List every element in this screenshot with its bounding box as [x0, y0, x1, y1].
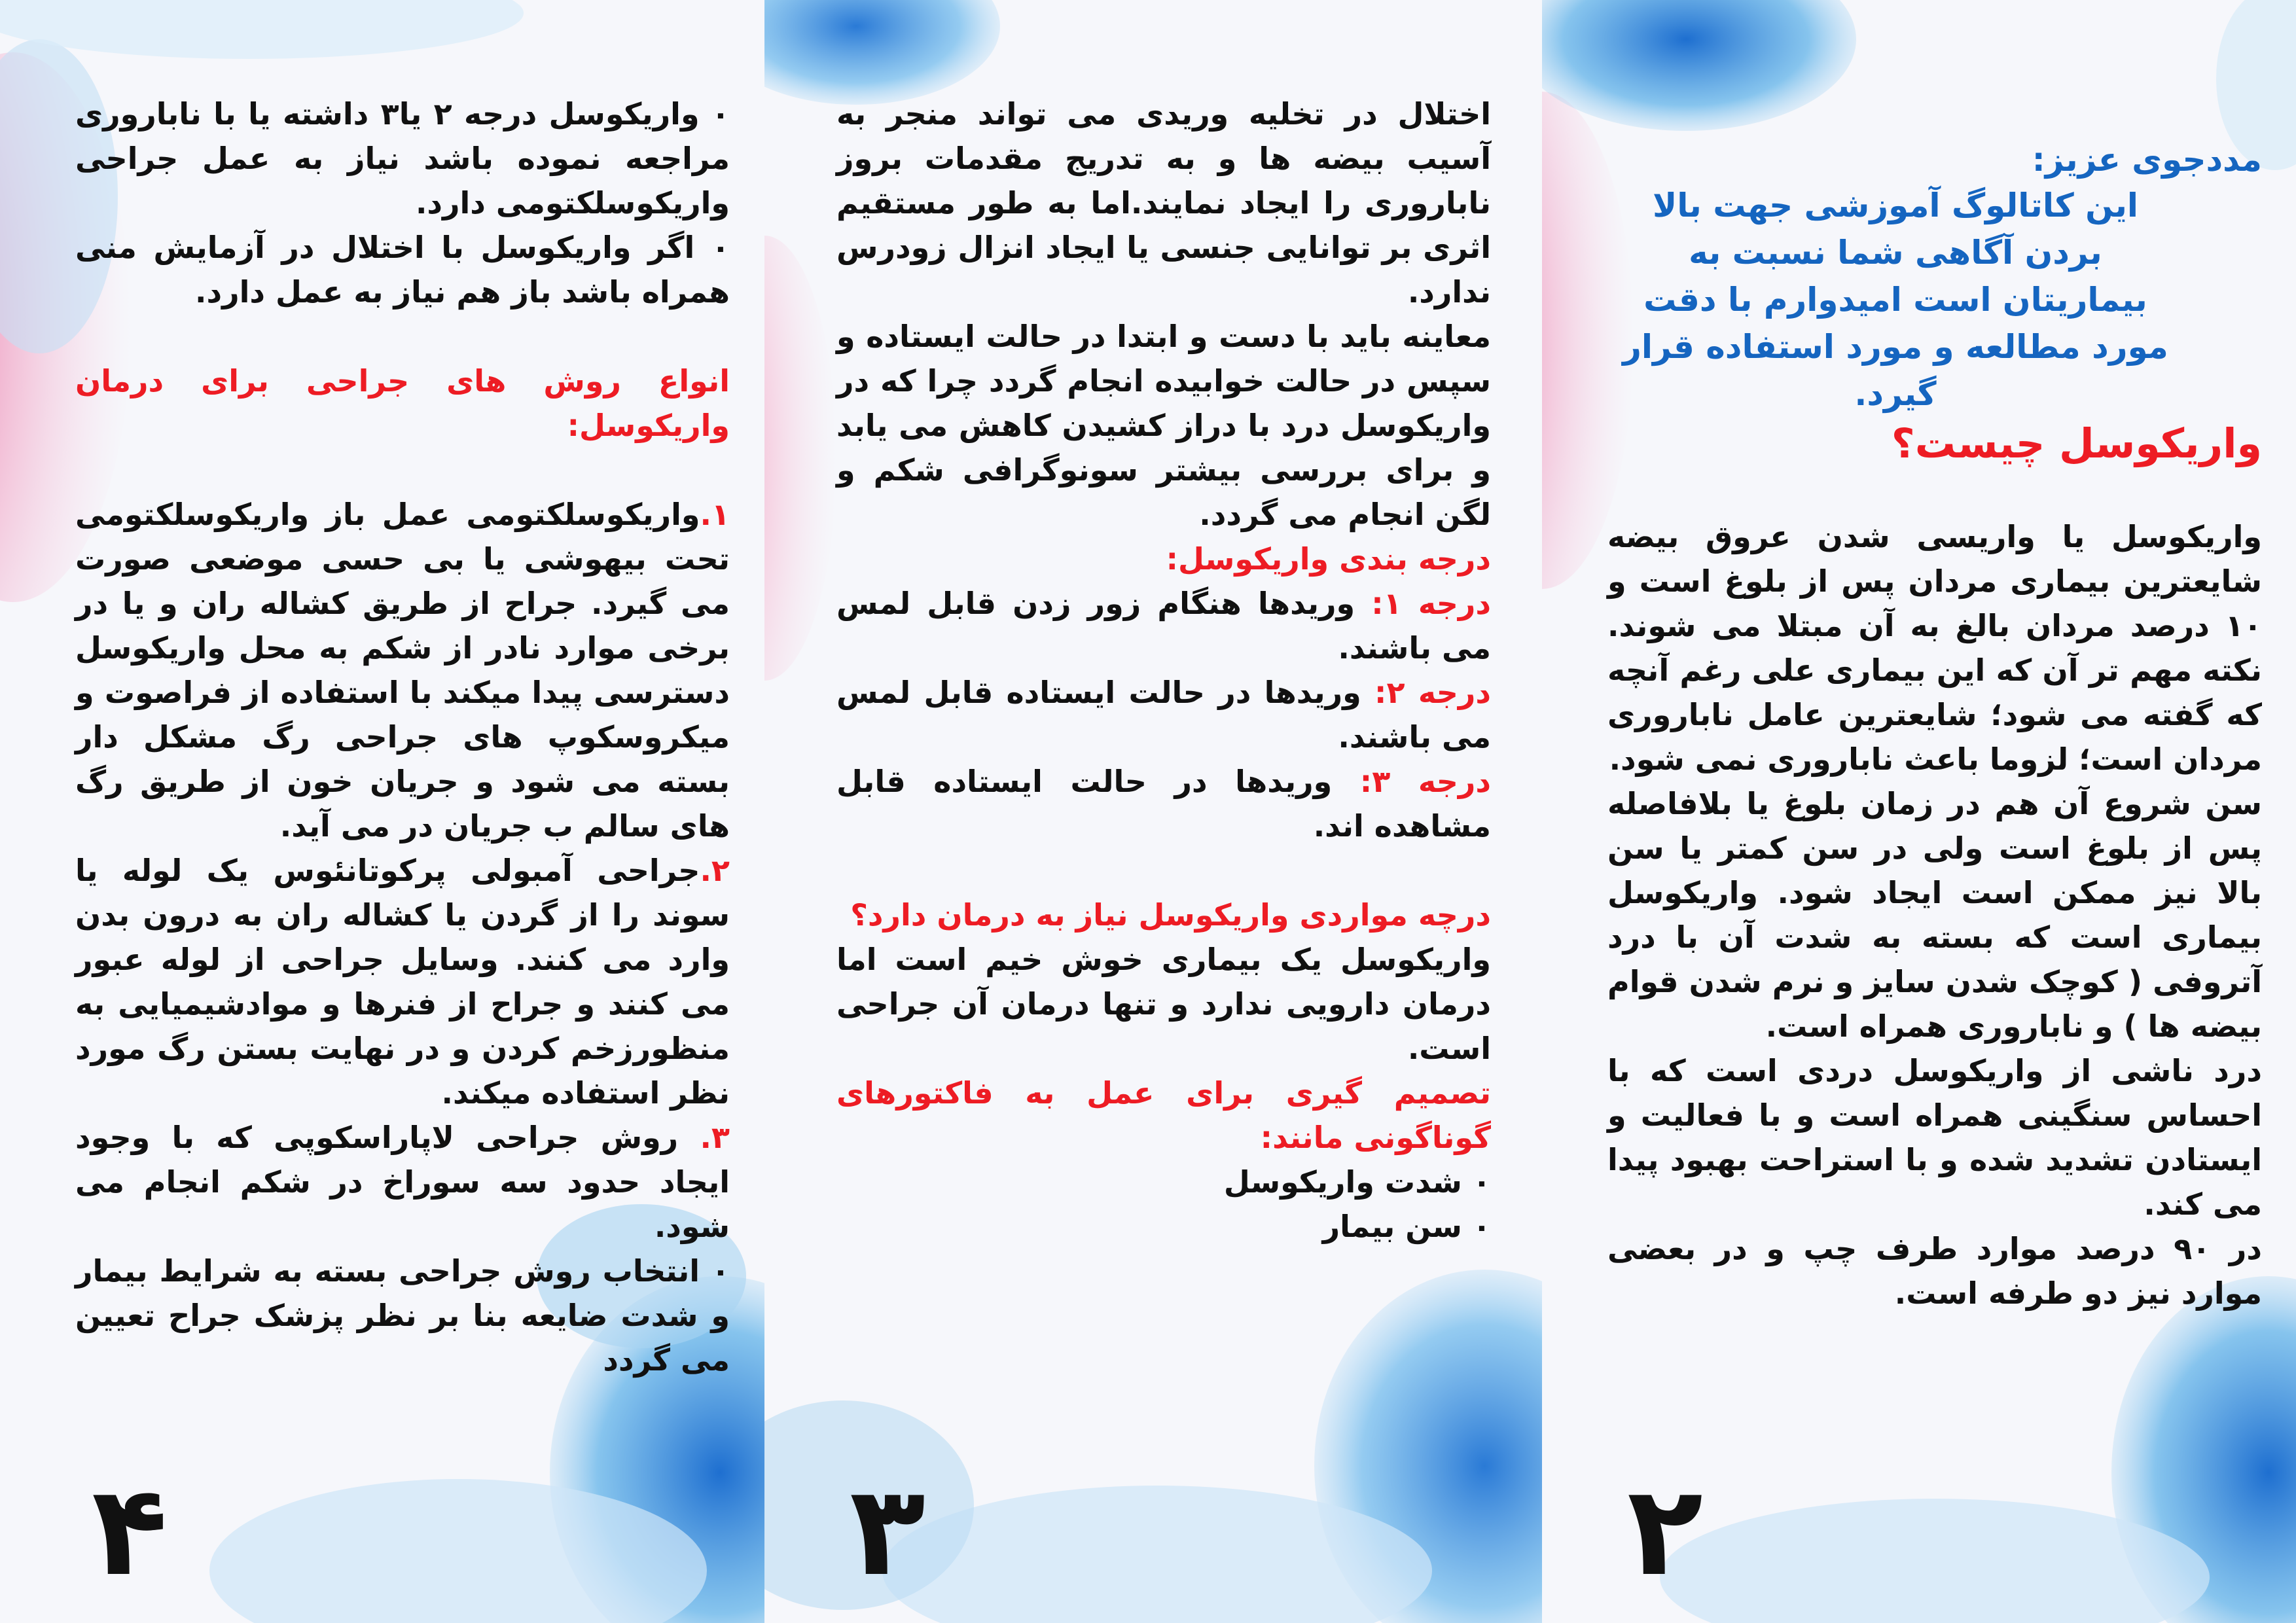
- paragraph: واریکوسل یک بیماری خوش خیم است اما درمان دارویی ندارد و تنها درمان آن جراحی است.: [836, 942, 1491, 1066]
- paragraph: در ۹۰ درصد موارد طرف چپ و در بعضی موارد نیز دو طرفه است.: [1607, 1231, 2262, 1311]
- panel3-content: [836, 92, 1491, 1249]
- panel4-content: [75, 92, 730, 1382]
- page-number: ۴: [92, 1459, 168, 1603]
- panel-page-4: [0, 0, 764, 1623]
- list-item: ۰ سن بیمار: [1322, 1209, 1491, 1244]
- panel-page-2: [1542, 0, 2296, 1623]
- page-number: ۲: [1627, 1459, 1703, 1603]
- page-number: ۳: [850, 1459, 925, 1603]
- page-title: واریکوسل چیست؟: [1891, 419, 2262, 467]
- panel-page-3: [764, 0, 1542, 1623]
- paragraph: اختلال در تخلیه وریدی می تواند منجر به آسیب بیضه ها و به تدریج مقدمات بروز ناباروری را ایجاد نمایند.اما به طور مستقیم اثری بر توانایی جنسی یا ایجاد انزال زودرس ندارد.: [836, 96, 1491, 310]
- list-item: ۳. روش جراحی لاپاراسکوپی که با وجود ایجاد حدود سه سوراخ در شکم انجام می شود.: [75, 1120, 730, 1244]
- paragraph: درد ناشی از واریکوسل دردی است که با احساس سنگینی همراه است و با فعالیت و ایستادن تشدید شده و با استراحت بهبود پیدا می کند.: [1607, 1053, 2262, 1222]
- section-heading: درجه بندی واریکوسل:: [1166, 541, 1491, 577]
- paragraph: ۰ واریکوسل درجه ۲ یا۳ داشته یا با ناباروری مراجعه نموده باشد نیاز به عمل جراحی واریکوسلکتومی دارد.: [75, 96, 730, 221]
- paragraph: ۰ انتخاب روش جراحی بسته به شرایط بیمار و شدت ضایعه بنا بر نظر پزشک جراح تعیین می گردد: [75, 1253, 730, 1378]
- list-item: ۱.واریکوسلکتومی عمل باز واریکوسلکتومی تحت بیهوشی یا بی حسی موضعی صورت می گیرد. جراح از طریق کشاله ران و یا در برخی موارد نادر از شکم به محل واریکوسل دسترسی پیدا میکند با استفاده از فراصوت و میکروسکوپ های جراحی رگ مشکل دار بسته می شود و جریان خون از طریق رگ های سالم ب جریان در می آید.: [75, 497, 730, 844]
- section-heading: درچه مواردی واریکوسل نیاز به درمان دارد؟: [850, 897, 1491, 933]
- paragraph: معاینه باید با دست و ابتدا در حالت ایستاده و سپس در حالت خوابیده انجام گردد چرا که در واریکوسل درد با دراز کشیدن کاهش می یابد و برای بررسی بیشتر سونوگرافی شکم و لگن انجام می گردد.: [836, 319, 1491, 532]
- list-item: درجه ۲: وریدها در حالت ایستاده قابل لمس می باشند.: [836, 675, 1491, 755]
- paragraph: واریکوسل یا واریسی شدن عروق بیضه شایعترین بیماری مردان پس از بلوغ است و ۱۰ درصد مردان بالغ به آن مبتلا می شوند. نکته مهم تر آن که این بیماری علی رغم آنچه که گفته می شود؛ شایعترین عامل ناباروری مردان است؛ لزوما باعث ناباروری نمی شود.: [1607, 519, 2262, 777]
- section-heading: تصمیم گیری برای عمل به فاکتورهای گوناگونی مانند:: [836, 1075, 1491, 1155]
- paragraph: سن شروع آن هم در زمان بلوغ یا بلافاصله پس از بلوغ است ولی در سن کمتر یا سن بالا نیز ممکن است ایجاد شود. واریکوسل بیماری است که بسته به شدت آن با درد آتروفی ( کوچک شدن سایز و نرم شدن قوام بیضه ها ) و ناباروری همراه است.: [1607, 786, 2262, 1044]
- list-item: ۰ شدت واریکوسل: [1223, 1164, 1491, 1200]
- intro-text: این کاتالوگ آموزشی جهت بالا بردن آگاهی شما نسبت به بیماریتان است امیدوارم با دقت مورد مطالعه و مورد استفاده قرار گیرد.: [1623, 187, 2168, 413]
- list-item: درجه ۱: وریدها هنگام زور زدن قابل لمس می باشند.: [836, 586, 1491, 666]
- paragraph: ۰ اگر واریکوسل با اختلال در آزمایش منی همراه باشد باز هم نیاز به عمل دارد.: [75, 230, 730, 310]
- panel2-content: [1607, 137, 2262, 1315]
- greeting: مددجوی عزیز:: [2032, 141, 2262, 179]
- list-item: ۲.جراحی آمبولی پرکوتانئوس یک لوله یا سوند را از گردن یا کشاله ران به درون بدن وارد می کنند. وسایل جراحی از لوله عبور می کنند و جراح از فنرها و موادشیمیایی به منظورزخم کردن و در نهایت بستن رگ مورد نظر استفاده میکند.: [75, 853, 730, 1111]
- section-heading: انواع روش های جراحی برای درمان واریکوسل:: [75, 363, 730, 443]
- list-item: درجه ۳: وریدها در حالت ایستاده قابل مشاهده اند.: [836, 764, 1491, 844]
